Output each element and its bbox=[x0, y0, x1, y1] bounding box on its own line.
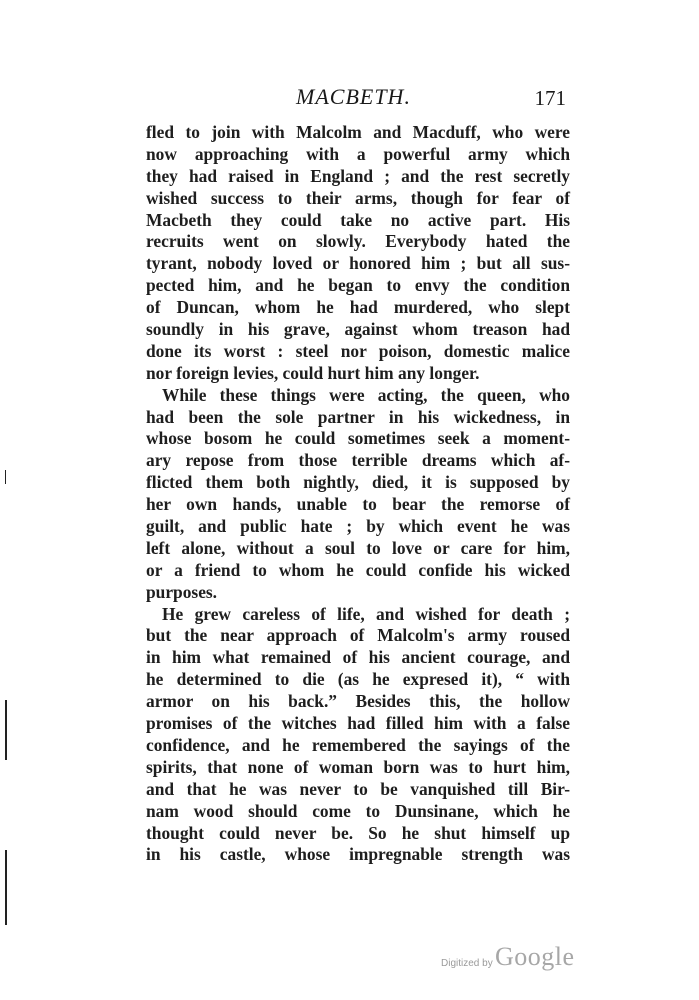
text-line: Macbeth they could take no active part. His bbox=[146, 209, 570, 230]
text-line: nor foreign levies, could hurt him any longer. bbox=[146, 362, 480, 383]
text-line: had been the sole partner in his wickedness, in bbox=[146, 406, 570, 427]
text-line: guilt, and public hate ; by which event he was bbox=[146, 516, 570, 537]
margin-mark-bottom bbox=[5, 850, 7, 925]
text-line: soundly in his grave, against whom treason had bbox=[146, 319, 570, 340]
text-line: but the near approach of Malcolm's army roused bbox=[146, 625, 570, 646]
text-line: in him what remained of his ancient courage, and bbox=[146, 647, 570, 668]
text-line: they had raised in England ; and the rest secretly bbox=[146, 165, 570, 186]
text-line: left alone, without a soul to love or care for him, bbox=[146, 537, 570, 558]
running-title: MACBETH. bbox=[296, 84, 411, 109]
text-line: and that he was never to be vanquished till Bir- bbox=[146, 778, 570, 799]
running-head bbox=[146, 84, 570, 112]
text-line: wished success to their arms, though for fear of bbox=[146, 187, 570, 208]
text-line: thought could never be. So he shut himself up bbox=[146, 822, 570, 843]
text-line: flicted them both nightly, died, it is supposed by bbox=[146, 472, 570, 493]
margin-mark-top bbox=[5, 470, 6, 484]
margin-mark-middle bbox=[5, 700, 7, 760]
body-text bbox=[146, 122, 570, 866]
text-line: now approaching with a powerful army which bbox=[146, 143, 570, 164]
google-logo: Google bbox=[495, 942, 575, 971]
text-line: purposes. bbox=[146, 581, 218, 602]
text-line: or a friend to whom he could confide his wicked bbox=[146, 559, 570, 580]
text-line: tyrant, nobody loved or honored him ; but all sus- bbox=[146, 253, 570, 274]
text-line: pected him, and he began to envy the condition bbox=[146, 275, 570, 296]
text-line: He grew careless of life, and wished for death ; bbox=[162, 603, 570, 624]
text-line: While these things were acting, the queen, who bbox=[162, 384, 570, 405]
digitized-by-label: Digitized by bbox=[441, 958, 493, 969]
page-number: 171 bbox=[534, 86, 566, 110]
text-line: spirits, that none of woman born was to hurt him, bbox=[146, 756, 570, 777]
text-line: confidence, and he remembered the sayings of the bbox=[146, 734, 570, 755]
text-line: done its worst : steel nor poison, domestic malice bbox=[146, 340, 570, 361]
digitized-watermark bbox=[441, 942, 601, 978]
text-line: promises of the witches had filled him with a false bbox=[146, 713, 570, 734]
text-line: he determined to die (as he expresed it), “ with bbox=[146, 669, 570, 690]
text-line: in his castle, whose impregnable strength was bbox=[146, 844, 570, 865]
text-line: nam wood should come to Dunsinane, which he bbox=[146, 800, 570, 821]
text-line: of Duncan, whom he had murdered, who slept bbox=[146, 297, 570, 318]
text-line: recruits went on slowly. Everybody hated the bbox=[146, 231, 570, 252]
text-line: her own hands, unable to bear the remorse of bbox=[146, 494, 570, 515]
text-line: whose bosom he could sometimes seek a moment- bbox=[146, 428, 570, 449]
text-line: fled to join with Malcolm and Macduff, who were bbox=[146, 122, 570, 142]
text-line: ary repose from those terrible dreams which af- bbox=[146, 450, 570, 471]
text-line: armor on his back.” Besides this, the hollow bbox=[146, 691, 570, 712]
